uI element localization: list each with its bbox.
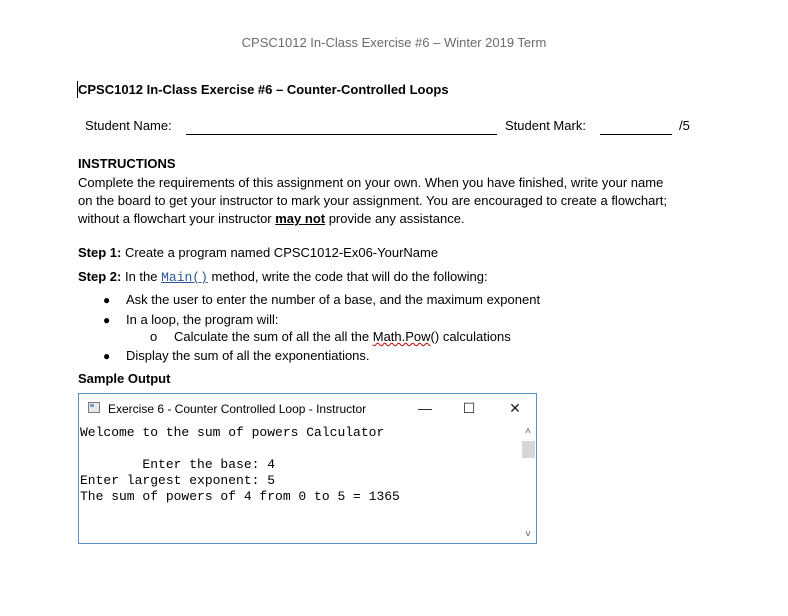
instructions-line: on the board to get your instructor to mark your assignment. You are encouraged to create a flowchart;	[78, 193, 667, 208]
bullet-dot: ●	[103, 349, 111, 363]
console-app-icon	[88, 402, 100, 413]
sample-output-heading: Sample Output	[78, 371, 171, 386]
document-title: CPSC1012 In-Class Exercise #6 – Counter-Controlled Loops	[78, 82, 449, 97]
student-name-field[interactable]	[186, 134, 497, 135]
emphasis-may-not: may not	[275, 211, 326, 226]
student-name-label: Student Name:	[85, 118, 172, 133]
instructions-paragraph	[78, 174, 718, 228]
instructions-heading: INSTRUCTIONS	[78, 156, 176, 171]
scroll-thumb[interactable]	[522, 441, 535, 458]
bullet-item: In a loop, the program will:	[126, 312, 279, 327]
bullet-item: Ask the user to enter the number of a base, and the maximum exponent	[126, 292, 541, 307]
minimize-button[interactable]: —	[418, 400, 432, 416]
console-titlebar[interactable]	[79, 394, 536, 424]
scroll-up-icon[interactable]: ˄	[525, 426, 531, 437]
instructions-line: without a flowchart your instructor may not provide any assistance.	[78, 211, 465, 226]
console-output	[79, 424, 520, 543]
bullet-dot: ●	[103, 313, 111, 327]
sub-bullet-marker: o	[150, 329, 158, 344]
console-line: The sum of powers of 4 from 0 to 5 = 1365	[80, 489, 400, 504]
student-mark-field[interactable]	[600, 134, 672, 135]
instructions-line: Complete the requirements of this assignment on your own. When you have finished, write your name	[78, 175, 664, 190]
page-header: CPSC1012 In-Class Exercise #6 – Winter 2019 Term	[241, 35, 547, 50]
maximize-button[interactable]: ☐	[462, 400, 476, 416]
bullet-dot: ●	[103, 293, 111, 307]
console-line: Enter the base: 4	[80, 457, 276, 472]
bullet-item: Display the sum of all the exponentiations.	[126, 348, 370, 363]
console-window[interactable]	[78, 393, 537, 544]
step-1: Step 1: Create a program named CPSC1012-Ex06-YourName	[78, 245, 439, 260]
main-method-code: Main()	[161, 270, 208, 285]
sub-bullet-item: Calculate the sum of all the all the Math.Pow() calculations	[174, 329, 511, 344]
scroll-down-icon[interactable]: ˅	[525, 529, 531, 540]
close-button[interactable]: ✕	[509, 400, 521, 416]
console-title: Exercise 6 - Counter Controlled Loop - Instructor	[108, 402, 367, 416]
student-mark-label: Student Mark:	[505, 118, 586, 133]
console-line: Welcome to the sum of powers Calculator	[80, 425, 385, 440]
console-line: Enter largest exponent: 5	[80, 473, 276, 488]
mark-total: /5	[679, 118, 690, 133]
step-2: Step 2: In the Main() method, write the code that will do the following:	[78, 269, 488, 285]
math-pow-code: Math.Pow	[372, 329, 431, 344]
vertical-scrollbar[interactable]	[520, 424, 536, 543]
